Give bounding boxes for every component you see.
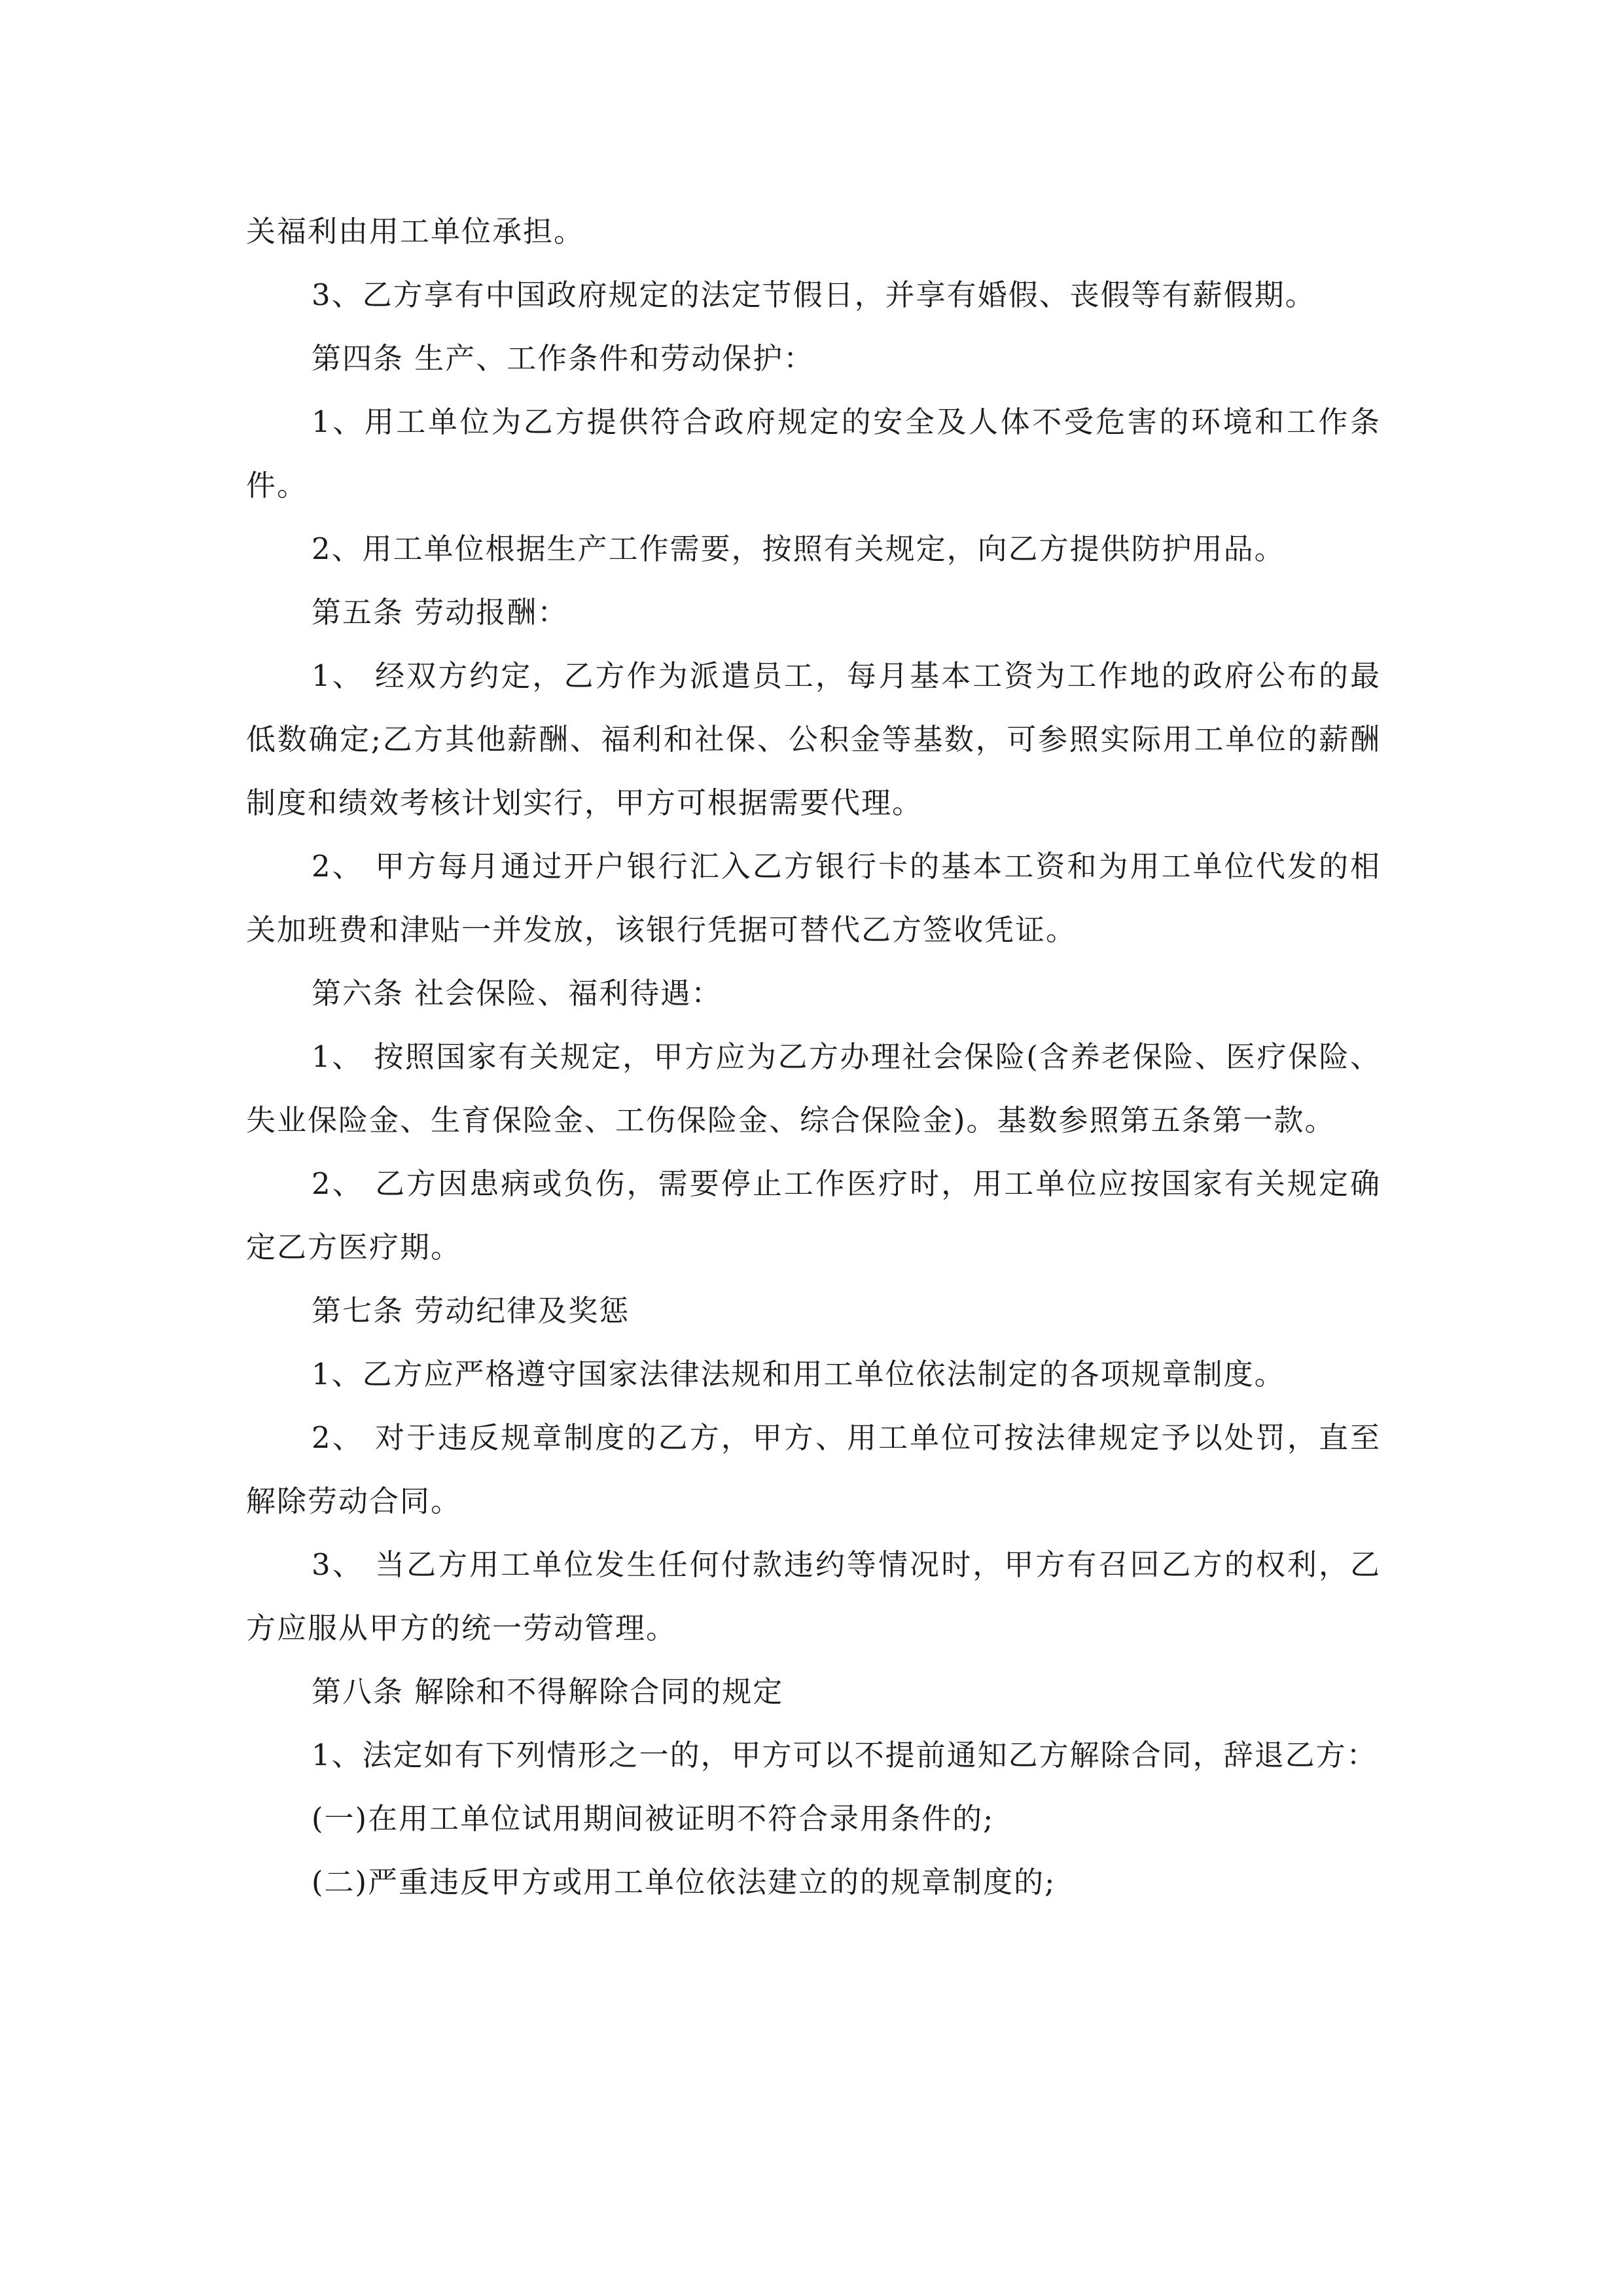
paragraph-clause: 2、 对于违反规章制度的乙方，甲方、用工单位可按法律规定予以处罚，直至解除劳动合同。	[246, 1420, 1381, 1518]
paragraph-clause: 1、用工单位为乙方提供符合政府规定的安全及人体不受危害的环境和工作条件。	[246, 404, 1381, 503]
paragraph-continuation: 关福利由用工单位承担。	[246, 214, 585, 249]
paragraph-clause: 2、用工单位根据生产工作需要，按照有关规定，向乙方提供防护用品。	[312, 531, 1285, 566]
document-body	[246, 200, 1381, 1914]
paragraph-clause: 1、 按照国家有关规定，甲方应为乙方办理社会保险(含养老保险、医疗保险、失业保险金、生育保险金、工伤保险金、综合保险金)。基数参照第五条第一款。	[246, 1039, 1381, 1138]
paragraph-clause: 3、乙方享有中国政府规定的法定节假日，并享有婚假、丧假等有薪假期。	[312, 278, 1316, 312]
article-heading-8: 第八条 解除和不得解除合同的规定	[312, 1674, 784, 1709]
paragraph-clause: 1、 经双方约定，乙方作为派遣员工，每月基本工资为工作地的政府公布的最低数确定;乙方其他薪酬、福利和社保、公积金等基数，可参照实际用工单位的薪酬制度和绩效考核计划实行，甲方可根据需要代理。	[246, 658, 1381, 820]
article-heading-7: 第七条 劳动纪律及奖惩	[312, 1293, 630, 1328]
paragraph-clause: 2、 甲方每月通过开户银行汇入乙方银行卡的基本工资和为用工单位代发的相关加班费和津贴一并发放，该银行凭据可替代乙方签收凭证。	[246, 849, 1381, 947]
article-heading-5: 第五条 劳动报酬：	[312, 595, 569, 630]
paragraph-clause: 3、 当乙方用工单位发生任何付款违约等情况时，甲方有召回乙方的权利，乙方应服从甲方的统一劳动管理。	[246, 1547, 1381, 1645]
paragraph-clause: 1、法定如有下列情形之一的，甲方可以不提前通知乙方解除合同，辞退乙方：	[312, 1738, 1378, 1772]
paragraph-subitem: (一)在用工单位试用期间被证明不符合录用条件的;	[312, 1801, 995, 1836]
paragraph-clause: 2、 乙方因患病或负伤，需要停止工作医疗时，用工单位应按国家有关规定确定乙方医疗期。	[246, 1166, 1381, 1265]
paragraph-clause: 1、乙方应严格遵守国家法律法规和用工单位依法制定的各项规章制度。	[312, 1357, 1285, 1391]
article-heading-6: 第六条 社会保险、福利待遇：	[312, 976, 722, 1011]
paragraph-subitem: (二)严重违反甲方或用工单位依法建立的的规章制度的;	[312, 1865, 1056, 1899]
article-heading-4: 第四条 生产、工作条件和劳动保护：	[312, 341, 815, 376]
